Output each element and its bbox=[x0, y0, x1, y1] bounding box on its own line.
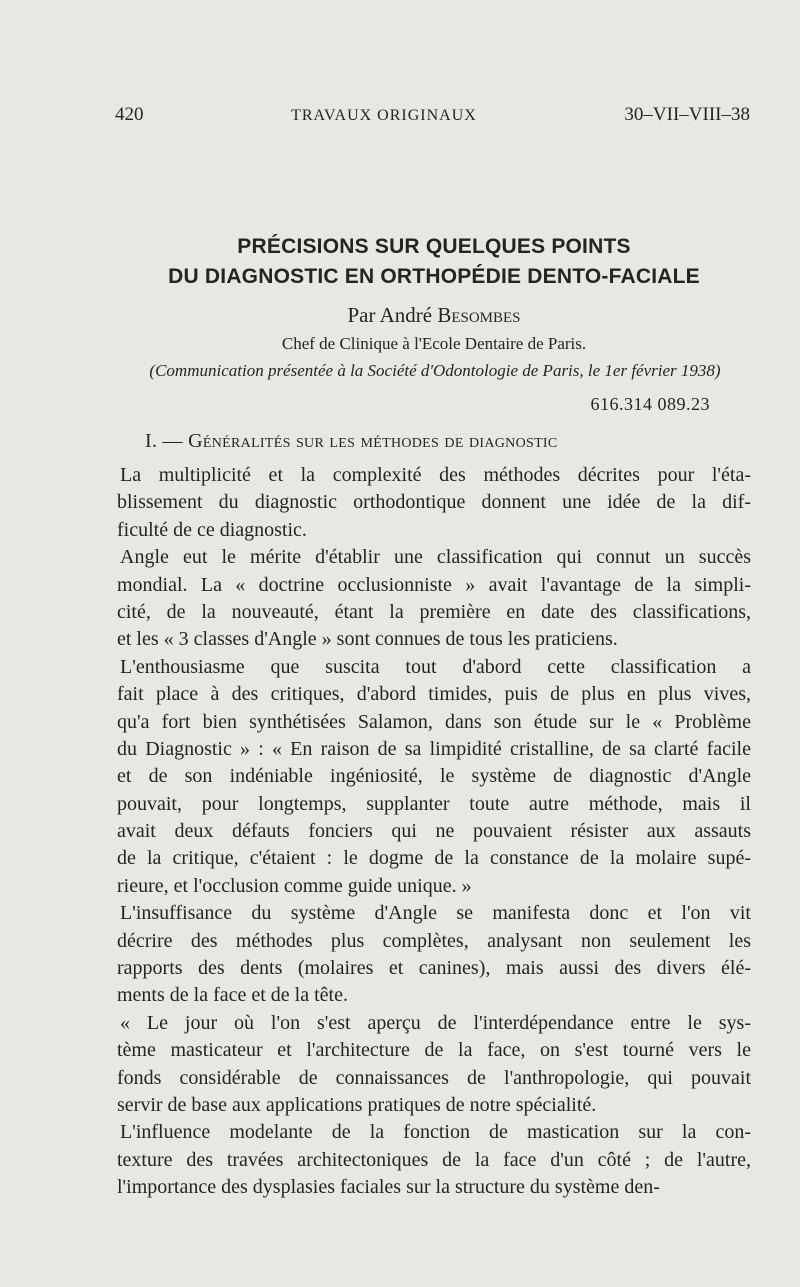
author-line bbox=[110, 303, 758, 328]
paragraph bbox=[117, 1010, 751, 1120]
text-line: et les « 3 classes d'Angle » sont connues de tous les praticiens. bbox=[117, 628, 618, 651]
paragraph bbox=[117, 544, 751, 654]
text-line: qu'a fort bien synthétisées Salamon, dans son étude sur le « Problème bbox=[117, 710, 751, 733]
text-line: et de son indéniable ingéniosité, le système de diagnostic d'Angle bbox=[117, 765, 751, 788]
text-line: pouvait, pour longtemps, supplanter toute autre méthode, mais il bbox=[117, 792, 751, 815]
text-line: tème masticateur et l'architecture de la face, on s'est tourné vers le bbox=[117, 1039, 751, 1062]
paragraph bbox=[117, 1119, 751, 1201]
section-heading: I. — Généralités sur les méthodes de diagnostic bbox=[145, 430, 558, 452]
text-line: ficulté de ce diagnostic. bbox=[117, 518, 307, 541]
text-line: l'importance des dysplasies faciales sur la structure du système den- bbox=[117, 1176, 660, 1199]
text-line: fonds considérable de connaissances de l'anthropologie, qui pouvait bbox=[117, 1066, 751, 1089]
text-line: de la critique, c'étaient : le dogme de la constance de la molaire supé- bbox=[117, 847, 751, 870]
text-line: rieure, et l'occlusion comme guide unique. » bbox=[117, 874, 472, 897]
paragraph bbox=[117, 462, 751, 544]
text-line: servir de base aux applications pratiques de notre spécialité. bbox=[117, 1093, 597, 1116]
text-line: décrire des méthodes plus complètes, analysant non seulement les bbox=[117, 929, 751, 952]
classification-number: 616.314 089.23 bbox=[590, 394, 710, 414]
text-line: ments de la face et de la tête. bbox=[117, 984, 348, 1007]
text-line: blissement du diagnostic orthodontique donnent une idée de la dif- bbox=[117, 491, 751, 514]
paragraph bbox=[117, 654, 751, 901]
text-line: du Diagnostic » : « En raison de sa limpidité cristalline, de sa clarté facile bbox=[117, 737, 751, 760]
text-line: Angle eut le mérite d'établir une classification qui connut un succès bbox=[120, 546, 751, 569]
text-line: « Le jour où l'on s'est aperçu de l'interdépendance entre le sys- bbox=[120, 1011, 751, 1034]
text-line: L'enthousiasme que suscita tout d'abord cette classification a bbox=[120, 655, 751, 678]
text-line: fait place à des critiques, d'abord timides, puis de plus en plus vives, bbox=[117, 683, 751, 706]
text-line: texture des travées architectoniques de la face d'un côté ; de l'autre, bbox=[117, 1148, 751, 1171]
author-affiliation: Chef de Clinique à l'Ecole Dentaire de Paris. bbox=[281, 334, 587, 353]
text-line: avait deux défauts fonciers qui ne pouvaient résister aux assauts bbox=[117, 820, 751, 843]
author-prefix: Par André bbox=[347, 303, 433, 327]
article-body bbox=[117, 462, 751, 1202]
text-line: La multiplicité et la complexité des méthodes décrites pour l'éta- bbox=[120, 464, 751, 486]
article-title-line-2: DU DIAGNOSTIC EN ORTHOPÉDIE DENTO-FACIALE bbox=[168, 265, 700, 288]
article-title-line-1: PRÉCISIONS SUR QUELQUES POINTS bbox=[237, 235, 631, 258]
text-line: mondial. La « doctrine occlusionniste » avait l'avantage de la simpli- bbox=[117, 573, 751, 596]
text-line: rapports des dents (molaires et canines), mais aussi des divers élé- bbox=[117, 957, 751, 980]
journal-section: TRAVAUX ORIGINAUX bbox=[291, 107, 477, 124]
issue-date: 30–VII–VIII–38 bbox=[624, 104, 750, 125]
text-line: L'insuffisance du système d'Angle se manifesta donc et l'on vit bbox=[120, 902, 751, 925]
text-line: L'influence modelante de la fonction de mastication sur la con- bbox=[120, 1121, 751, 1144]
page-number: 420 bbox=[115, 104, 144, 125]
communication-note: (Communication présentée à la Société d'Odontologie de Paris, le 1er février 1938) bbox=[149, 361, 721, 380]
author-name: Besombes bbox=[437, 303, 521, 327]
running-header bbox=[115, 104, 750, 126]
text-line: cité, de la nouveauté, étant la première en date des classifications, bbox=[117, 600, 751, 623]
paragraph bbox=[117, 900, 751, 1010]
